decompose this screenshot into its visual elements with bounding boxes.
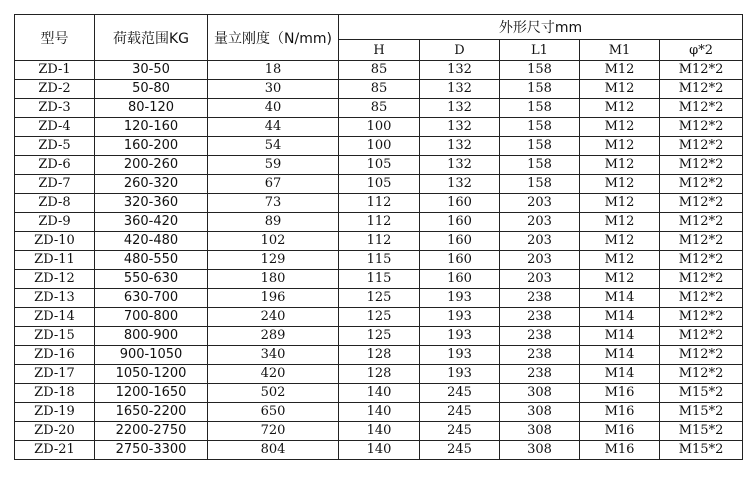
cell-h: 105 <box>339 175 420 194</box>
cell-h: 112 <box>339 232 420 251</box>
cell-stiffness: 804 <box>208 441 339 460</box>
cell-h: 115 <box>339 251 420 270</box>
cell-h: 112 <box>339 194 420 213</box>
header-stiffness: 量立刚度（N/mm) <box>208 15 339 61</box>
cell-d: 193 <box>420 327 500 346</box>
cell-load-range: 80-120 <box>95 99 208 118</box>
cell-h: 100 <box>339 118 420 137</box>
cell-l1: 308 <box>500 441 580 460</box>
cell-phi: M12*2 <box>660 232 743 251</box>
cell-h: 128 <box>339 346 420 365</box>
cell-d: 245 <box>420 384 500 403</box>
cell-model: ZD-6 <box>15 156 95 175</box>
cell-stiffness: 720 <box>208 422 339 441</box>
cell-d: 193 <box>420 346 500 365</box>
cell-l1: 203 <box>500 251 580 270</box>
cell-stiffness: 650 <box>208 403 339 422</box>
table-row <box>15 441 743 460</box>
table-row <box>15 61 743 80</box>
cell-d: 132 <box>420 156 500 175</box>
cell-phi: M12*2 <box>660 213 743 232</box>
cell-model: ZD-9 <box>15 213 95 232</box>
cell-h: 125 <box>339 308 420 327</box>
cell-d: 245 <box>420 422 500 441</box>
cell-load-range: 360-420 <box>95 213 208 232</box>
cell-phi: M15*2 <box>660 403 743 422</box>
cell-phi: M15*2 <box>660 441 743 460</box>
cell-l1: 308 <box>500 422 580 441</box>
cell-d: 132 <box>420 80 500 99</box>
cell-stiffness: 18 <box>208 61 339 80</box>
table-row <box>15 403 743 422</box>
cell-stiffness: 502 <box>208 384 339 403</box>
cell-load-range: 2200-2750 <box>95 422 208 441</box>
cell-h: 140 <box>339 422 420 441</box>
table-row <box>15 99 743 118</box>
cell-h: 85 <box>339 80 420 99</box>
cell-phi: M12*2 <box>660 346 743 365</box>
table-row <box>15 422 743 441</box>
cell-m1: M12 <box>580 213 660 232</box>
cell-d: 160 <box>420 213 500 232</box>
cell-phi: M12*2 <box>660 137 743 156</box>
cell-load-range: 2750-3300 <box>95 441 208 460</box>
cell-m1: M14 <box>580 365 660 384</box>
cell-stiffness: 59 <box>208 156 339 175</box>
table-row <box>15 137 743 156</box>
cell-phi: M12*2 <box>660 156 743 175</box>
cell-stiffness: 180 <box>208 270 339 289</box>
table-row <box>15 270 743 289</box>
cell-load-range: 700-800 <box>95 308 208 327</box>
cell-phi: M12*2 <box>660 251 743 270</box>
cell-h: 100 <box>339 137 420 156</box>
spec-table <box>14 14 743 460</box>
cell-m1: M16 <box>580 403 660 422</box>
cell-stiffness: 30 <box>208 80 339 99</box>
cell-load-range: 1050-1200 <box>95 365 208 384</box>
cell-l1: 158 <box>500 137 580 156</box>
cell-m1: M12 <box>580 118 660 137</box>
cell-stiffness: 89 <box>208 213 339 232</box>
cell-stiffness: 289 <box>208 327 339 346</box>
cell-m1: M12 <box>580 175 660 194</box>
cell-h: 105 <box>339 156 420 175</box>
cell-phi: M12*2 <box>660 327 743 346</box>
cell-l1: 238 <box>500 289 580 308</box>
cell-stiffness: 54 <box>208 137 339 156</box>
cell-stiffness: 73 <box>208 194 339 213</box>
cell-model: ZD-3 <box>15 99 95 118</box>
table-row <box>15 308 743 327</box>
cell-load-range: 320-360 <box>95 194 208 213</box>
cell-m1: M12 <box>580 99 660 118</box>
table-row <box>15 365 743 384</box>
cell-phi: M15*2 <box>660 384 743 403</box>
cell-model: ZD-4 <box>15 118 95 137</box>
cell-d: 245 <box>420 441 500 460</box>
cell-stiffness: 129 <box>208 251 339 270</box>
cell-m1: M12 <box>580 232 660 251</box>
cell-h: 115 <box>339 270 420 289</box>
cell-m1: M16 <box>580 441 660 460</box>
cell-h: 85 <box>339 99 420 118</box>
cell-phi: M12*2 <box>660 194 743 213</box>
cell-l1: 158 <box>500 118 580 137</box>
cell-load-range: 480-550 <box>95 251 208 270</box>
cell-model: ZD-19 <box>15 403 95 422</box>
cell-phi: M12*2 <box>660 289 743 308</box>
cell-stiffness: 40 <box>208 99 339 118</box>
cell-m1: M12 <box>580 156 660 175</box>
cell-model: ZD-18 <box>15 384 95 403</box>
table-row <box>15 251 743 270</box>
table-row <box>15 232 743 251</box>
cell-model: ZD-12 <box>15 270 95 289</box>
cell-model: ZD-7 <box>15 175 95 194</box>
cell-l1: 158 <box>500 156 580 175</box>
cell-h: 140 <box>339 384 420 403</box>
cell-stiffness: 196 <box>208 289 339 308</box>
cell-m1: M12 <box>580 251 660 270</box>
header-phi: φ*2 <box>660 40 743 61</box>
cell-stiffness: 44 <box>208 118 339 137</box>
cell-m1: M14 <box>580 327 660 346</box>
cell-m1: M12 <box>580 80 660 99</box>
cell-model: ZD-2 <box>15 80 95 99</box>
cell-h: 85 <box>339 61 420 80</box>
cell-model: ZD-14 <box>15 308 95 327</box>
cell-model: ZD-13 <box>15 289 95 308</box>
cell-d: 132 <box>420 99 500 118</box>
cell-l1: 238 <box>500 308 580 327</box>
cell-m1: M12 <box>580 270 660 289</box>
header-model: 型号 <box>15 15 95 61</box>
cell-model: ZD-20 <box>15 422 95 441</box>
cell-d: 132 <box>420 137 500 156</box>
cell-model: ZD-15 <box>15 327 95 346</box>
cell-d: 160 <box>420 251 500 270</box>
cell-model: ZD-8 <box>15 194 95 213</box>
cell-m1: M12 <box>580 194 660 213</box>
cell-d: 132 <box>420 61 500 80</box>
cell-model: ZD-5 <box>15 137 95 156</box>
cell-m1: M12 <box>580 61 660 80</box>
cell-d: 160 <box>420 232 500 251</box>
header-d: D <box>420 40 500 61</box>
cell-model: ZD-21 <box>15 441 95 460</box>
cell-stiffness: 67 <box>208 175 339 194</box>
cell-d: 132 <box>420 118 500 137</box>
cell-l1: 238 <box>500 365 580 384</box>
cell-model: ZD-1 <box>15 61 95 80</box>
cell-h: 140 <box>339 403 420 422</box>
table-row <box>15 175 743 194</box>
table-row <box>15 384 743 403</box>
cell-phi: M12*2 <box>660 80 743 99</box>
cell-phi: M12*2 <box>660 61 743 80</box>
cell-load-range: 630-700 <box>95 289 208 308</box>
table-row <box>15 194 743 213</box>
cell-m1: M14 <box>580 308 660 327</box>
table-row <box>15 346 743 365</box>
cell-l1: 203 <box>500 232 580 251</box>
cell-phi: M12*2 <box>660 99 743 118</box>
cell-l1: 158 <box>500 80 580 99</box>
cell-l1: 203 <box>500 194 580 213</box>
cell-d: 193 <box>420 308 500 327</box>
cell-load-range: 1650-2200 <box>95 403 208 422</box>
cell-phi: M15*2 <box>660 422 743 441</box>
cell-h: 140 <box>339 441 420 460</box>
cell-load-range: 120-160 <box>95 118 208 137</box>
cell-phi: M12*2 <box>660 270 743 289</box>
header-m1: M1 <box>580 40 660 61</box>
cell-d: 193 <box>420 365 500 384</box>
cell-phi: M12*2 <box>660 308 743 327</box>
table-row <box>15 118 743 137</box>
cell-load-range: 420-480 <box>95 232 208 251</box>
cell-load-range: 160-200 <box>95 137 208 156</box>
header-h: H <box>339 40 420 61</box>
cell-h: 125 <box>339 289 420 308</box>
cell-l1: 308 <box>500 384 580 403</box>
header-dimensions: 外形尺寸mm <box>339 15 743 40</box>
cell-d: 160 <box>420 270 500 289</box>
cell-h: 125 <box>339 327 420 346</box>
cell-stiffness: 420 <box>208 365 339 384</box>
cell-l1: 238 <box>500 327 580 346</box>
cell-m1: M16 <box>580 384 660 403</box>
cell-l1: 158 <box>500 175 580 194</box>
header-load-range: 荷载范围KG <box>95 15 208 61</box>
header-l1: L1 <box>500 40 580 61</box>
cell-m1: M16 <box>580 422 660 441</box>
table-row <box>15 213 743 232</box>
cell-l1: 308 <box>500 403 580 422</box>
cell-h: 112 <box>339 213 420 232</box>
cell-load-range: 30-50 <box>95 61 208 80</box>
cell-load-range: 200-260 <box>95 156 208 175</box>
cell-load-range: 900-1050 <box>95 346 208 365</box>
table-row <box>15 156 743 175</box>
cell-m1: M14 <box>580 346 660 365</box>
cell-phi: M12*2 <box>660 118 743 137</box>
cell-d: 245 <box>420 403 500 422</box>
cell-d: 160 <box>420 194 500 213</box>
cell-model: ZD-10 <box>15 232 95 251</box>
table-row <box>15 289 743 308</box>
table-body <box>15 61 743 460</box>
cell-stiffness: 240 <box>208 308 339 327</box>
cell-model: ZD-17 <box>15 365 95 384</box>
cell-l1: 203 <box>500 270 580 289</box>
table-row <box>15 80 743 99</box>
cell-l1: 158 <box>500 99 580 118</box>
cell-l1: 203 <box>500 213 580 232</box>
cell-load-range: 260-320 <box>95 175 208 194</box>
cell-load-range: 50-80 <box>95 80 208 99</box>
cell-stiffness: 340 <box>208 346 339 365</box>
cell-m1: M14 <box>580 289 660 308</box>
cell-h: 128 <box>339 365 420 384</box>
cell-l1: 238 <box>500 346 580 365</box>
cell-m1: M12 <box>580 137 660 156</box>
cell-load-range: 800-900 <box>95 327 208 346</box>
cell-load-range: 1200-1650 <box>95 384 208 403</box>
cell-d: 193 <box>420 289 500 308</box>
cell-d: 132 <box>420 175 500 194</box>
cell-l1: 158 <box>500 61 580 80</box>
cell-model: ZD-16 <box>15 346 95 365</box>
cell-phi: M12*2 <box>660 175 743 194</box>
cell-model: ZD-11 <box>15 251 95 270</box>
cell-load-range: 550-630 <box>95 270 208 289</box>
cell-stiffness: 102 <box>208 232 339 251</box>
table-row <box>15 327 743 346</box>
cell-phi: M12*2 <box>660 365 743 384</box>
